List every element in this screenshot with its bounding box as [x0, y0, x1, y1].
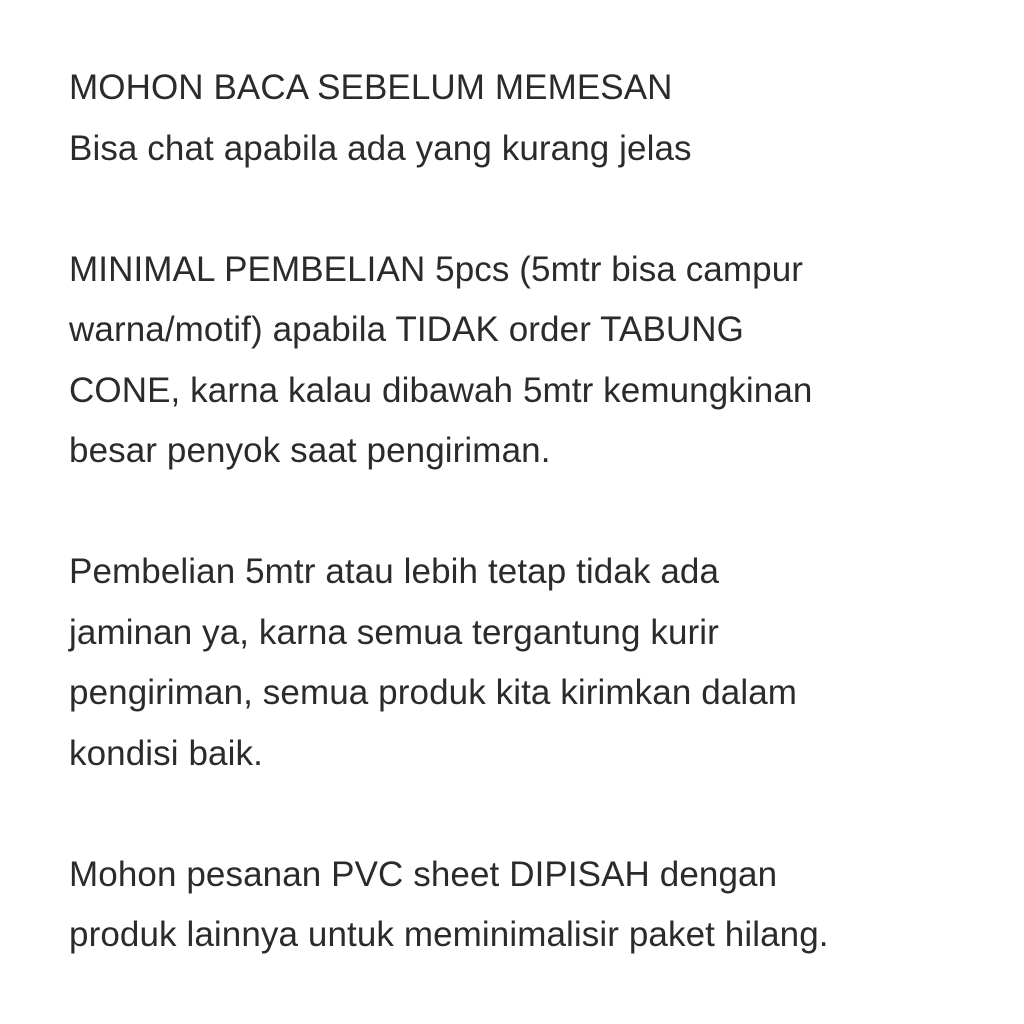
paragraph-line: Pembelian 5mtr atau lebih tetap tidak ada	[69, 552, 720, 591]
paragraph-line: CONE, karna kalau dibawah 5mtr kemungkinan	[69, 370, 813, 410]
paragraph-line: Mohon pesanan PVC sheet DIPISAH dengan	[69, 854, 778, 894]
paragraph-spacer	[69, 482, 969, 543]
paragraph-separate-order	[69, 845, 969, 966]
paragraph-no-guarantee	[69, 542, 969, 784]
paragraph-line: jaminan ya, karna semua tergantung kurir	[69, 612, 719, 652]
paragraph-line: pengiriman, semua produk kita kirimkan dalam	[69, 673, 798, 712]
paragraph-line: kondisi baik.	[69, 733, 263, 773]
note-subheading: Bisa chat apabila ada yang kurang jelas	[69, 128, 692, 168]
paragraph-line: MINIMAL PEMBELIAN 5pcs (5mtr bisa campur	[69, 249, 804, 289]
paragraph-line: produk lainnya untuk meminimalisir paket hilang.	[69, 915, 829, 954]
paragraph-line: besar penyok saat pengiriman.	[69, 431, 551, 470]
paragraph-line: warna/motif) apabila TIDAK order TABUNG	[69, 310, 744, 349]
paragraph-spacer	[69, 784, 969, 845]
note-content	[69, 58, 969, 966]
paragraph-minimum-order	[69, 240, 969, 482]
paragraph-spacer	[69, 179, 969, 240]
note-heading: MOHON BACA SEBELUM MEMESAN	[69, 68, 673, 107]
